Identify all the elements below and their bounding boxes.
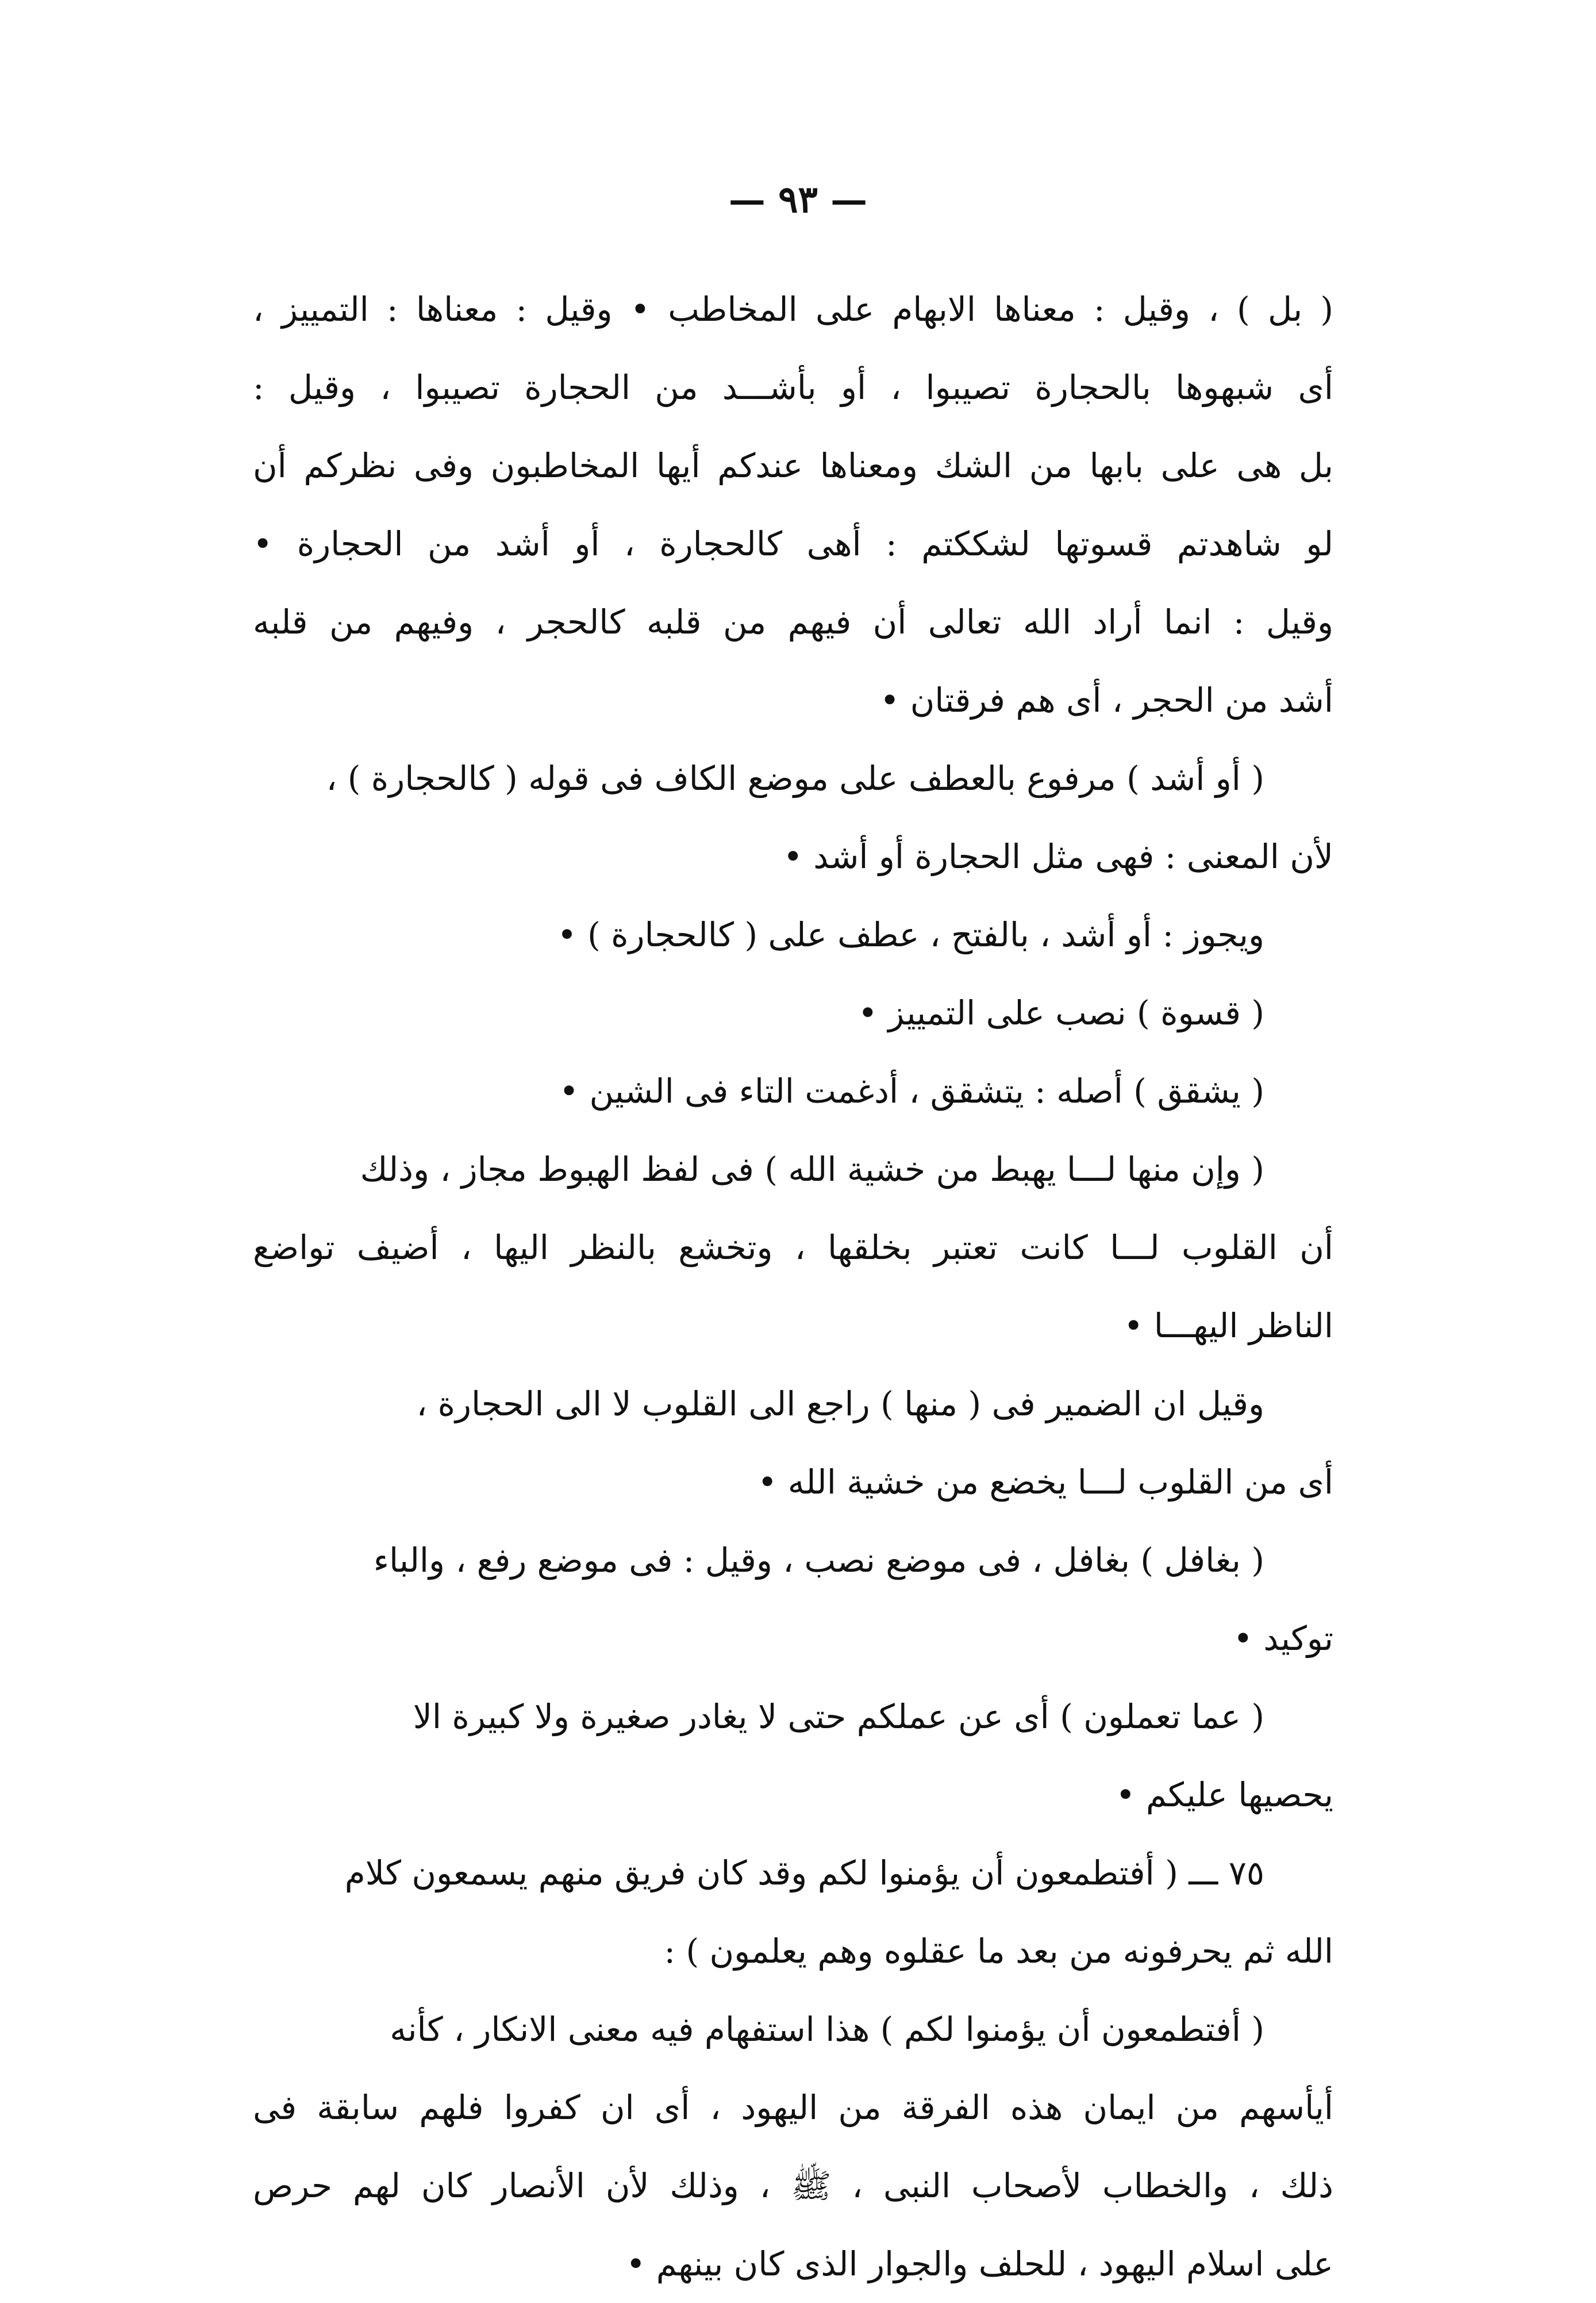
text-line: أى شبهوها بالحجارة تصيبوا ، أو بأشـــد من الحجارة تصيبوا ، وقيل : xyxy=(253,368,1333,407)
text-line: ( بل ) ، وقيل : معناها الابهام على المخاطب • وقيل : معناها : التمييز ، xyxy=(253,290,1333,329)
text-line: يحصيها عليكم • xyxy=(1116,1775,1333,1814)
text-line: أشد من الحجر ، أى هم فرقتان • xyxy=(880,681,1333,720)
text-line: ( بغافل ) بغافل ، فى موضع نصب ، وقيل : فى موضع رفع ، والباء xyxy=(373,1541,1264,1580)
text-line: ( يشقق ) أصله : يتشقق ، أدغمت التاء فى الشين • xyxy=(559,1072,1264,1111)
text-line: وقيل : انما أراد الله تعالى أن فيهم من قلبه كالحجر ، وفيهم من قلبه xyxy=(253,602,1333,642)
text-line: وقيل ان الضمير فى ( منها ) راجع الى القلوب لا الى الحجارة ، xyxy=(416,1384,1264,1423)
text-line: أن القلوب لـــا كانت تعتبر بخلقها ، وتخشع بالنظر اليها ، أضيف تواضع xyxy=(253,1228,1333,1267)
page-number: — ٩٣ — xyxy=(728,178,868,221)
text-line: توكيد • xyxy=(1233,1619,1333,1658)
text-line: ( أو أشد ) مرفوع بالعطف على موضع الكاف فى قوله ( كالحجارة ) ، xyxy=(326,759,1264,798)
text-line: ( وإن منها لـــا يهبط من خشية الله ) فى لفظ الهبوط مجاز ، وذلك xyxy=(360,1150,1264,1189)
verse-heading-line: ٧٥ ـــ ( أفتطمعون أن يؤمنوا لكم وقد كان فريق منهم يسمعون كلام xyxy=(344,1853,1264,1893)
text-line: ( قسوة ) نصب على التمييز • xyxy=(857,993,1264,1032)
verse-heading-line: الله ثم يحرفونه من بعد ما عقلوه وهم يعلمون ) : xyxy=(664,1932,1333,1971)
text-line: بل هى على بابها من الشك ومعناها عندكم أيها المخاطبون وفى نظركم أن xyxy=(253,446,1333,485)
body-text xyxy=(253,270,1333,2303)
text-line: ( أفتطمعون أن يؤمنوا لكم ) هذا استفهام فيه معنى الانكار ، كأنه xyxy=(390,2010,1264,2049)
text-line: ذلك ، والخطاب لأصحاب النبى ، ﷺ ، وذلك لأن الأنصار كان لهم حرص xyxy=(253,2166,1333,2205)
text-line: أى من القلوب لـــا يخضع من خشية الله • xyxy=(757,1463,1333,1502)
text-line: أيأسهم من ايمان هذه الفرقة من اليهود ، أى ان كفروا فلهم سابقة فى xyxy=(253,2088,1333,2127)
text-line: ويجوز : أو أشد ، بالفتح ، عطف على ( كالحجارة ) • xyxy=(557,915,1264,954)
text-line: لو شاهدتم قسوتها لشككتم : أهى كالحجارة ، أو أشد من الحجارة • xyxy=(253,524,1333,563)
text-line: لأن المعنى : فهى مثل الحجارة أو أشد • xyxy=(783,837,1333,876)
text-line: ( عما تعملون ) أى عن عملكم حتى لا يغادر صغيرة ولا كبيرة الا xyxy=(413,1697,1264,1736)
text-line: على اسلام اليهود ، للحلف والجوار الذى كان بينهم • xyxy=(626,2244,1333,2283)
text-line: الناظر اليهـــا • xyxy=(1124,1306,1333,1345)
